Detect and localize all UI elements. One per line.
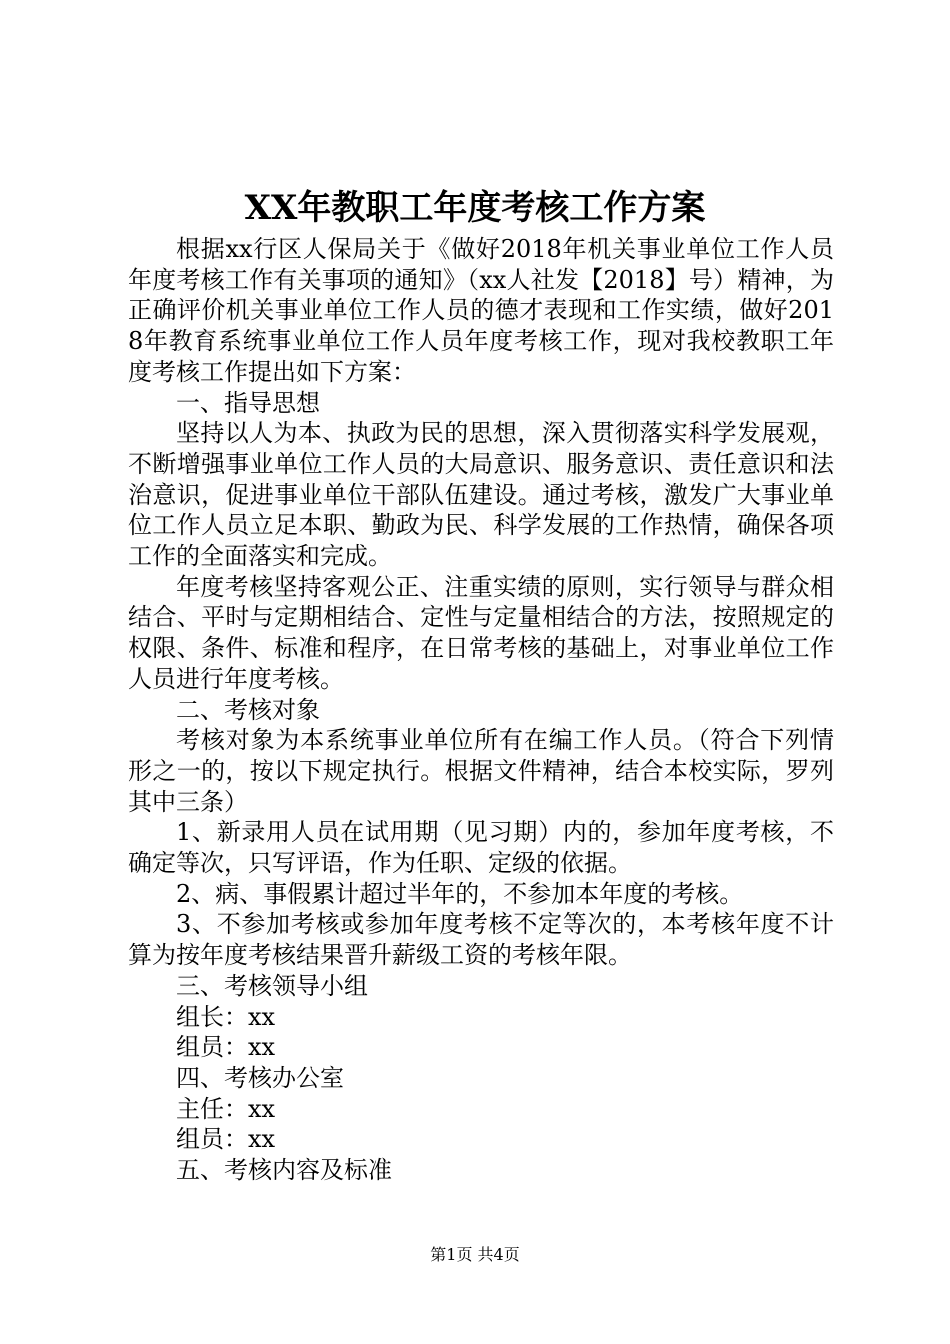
assessment-target-paragraph: 考核对象为本系统事业单位所有在编工作人员。（符合下列情形之一的，按以下规定执行。根据文件精神，结合本校实际，罗列其中三条） bbox=[128, 726, 834, 816]
rule-item-3: 3、不参加考核或参加年度考核不定等次的，本考核年度不计算为按年度考核结果晋升薪级工资的考核年限。 bbox=[128, 910, 834, 970]
intro-paragraph: 根据xx行区人保局关于《做好2018年机关事业单位工作人员年度考核工作有关事项的通知》（xx人社发【2018】号）精神，为正确评价机关事业单位工作人员的德才表现和工作实绩，做好2018年教育系统事业单位工作人员年度考核工作，现对我校教职工年度考核工作提出如下方案： bbox=[128, 235, 834, 386]
principle-paragraph: 年度考核坚持客观公正、注重实绩的原则，实行领导与群众相结合、平时与定期相结合、定性与定量相结合的方法，按照规定的权限、条件、标准和程序，在日常考核的基础上，对事业单位工作人员进行年度考核。 bbox=[128, 572, 834, 693]
section-heading-content-standards: 五、考核内容及标准 bbox=[176, 1156, 392, 1185]
section-heading-guiding-thought: 一、指导思想 bbox=[176, 388, 320, 417]
office-director: 主任：xx bbox=[176, 1094, 276, 1123]
section-heading-leadership-group: 三、考核领导小组 bbox=[176, 971, 368, 1000]
section-heading-assessment-target: 二、考核对象 bbox=[176, 695, 320, 724]
document-title: XX年教职工年度考核工作方案 bbox=[244, 188, 706, 228]
leadership-group-member: 组员：xx bbox=[176, 1033, 276, 1062]
document-body bbox=[128, 234, 834, 1186]
leadership-group-leader: 组长：xx bbox=[176, 1002, 276, 1031]
rule-item-2: 2、病、事假累计超过半年的，不参加本年度的考核。 bbox=[176, 879, 744, 908]
section-heading-office: 四、考核办公室 bbox=[176, 1063, 344, 1092]
guiding-thought-paragraph: 坚持以人为本、执政为民的思想，深入贯彻落实科学发展观，不断增强事业单位工作人员的大局意识、服务意识、责任意识和法治意识，促进事业单位干部队伍建设。通过考核，激发广大事业单位工作人员立足本职、勤政为民、科学发展的工作热情，确保各项工作的全面落实和完成。 bbox=[128, 419, 834, 571]
rule-item-1: 1、新录用人员在试用期（见习期）内的，参加年度考核，不确定等次，只写评语，作为任职、定级的依据。 bbox=[128, 818, 834, 878]
page-footer: 第1页 共4页 bbox=[430, 1245, 520, 1264]
office-member: 组员：xx bbox=[176, 1125, 276, 1154]
